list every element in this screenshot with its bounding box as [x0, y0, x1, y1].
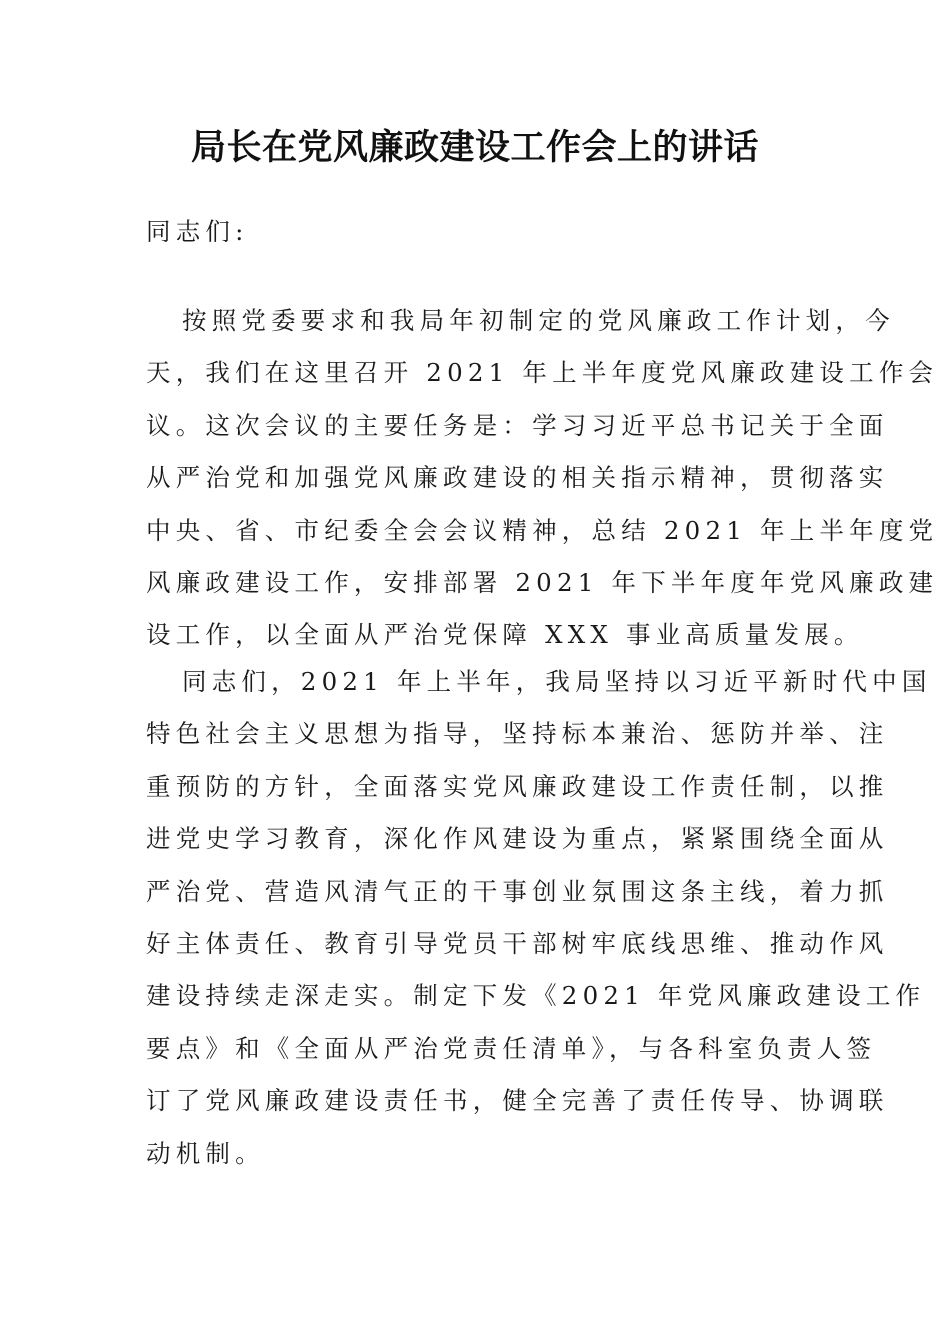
paragraph-line: 风廉政建设工作，安排部署 2021 年下半年度年党风廉政建 [146, 568, 939, 598]
paragraph-line: 进党史学习教育，深化作风建设为重点，紧紧围绕全面从 [146, 824, 889, 854]
paragraph-line: 特色社会主义思想为指导，坚持标本兼治、惩防并举、注 [146, 719, 889, 749]
paragraph-line: 中央、省、市纪委全会会议精神，总结 2021 年上半年度党 [146, 515, 939, 545]
salutation: 同志们: [146, 217, 249, 246]
paragraph-line: 建设持续走深走实。制定下发《2021 年党风廉政建设工作 [146, 981, 926, 1011]
paragraph-line: 好主体责任、教育引导党员干部树牢底线思维、推动作风 [146, 929, 889, 959]
paragraph-line: 按照党委要求和我局年初制定的党风廉政工作计划，今 [182, 306, 895, 335]
paragraph-line: 严治党、营造风清气正的干事创业氛围这条主线，着力抓 [146, 876, 889, 906]
paragraph-line: 议。这次会议的主要任务是：学习习近平总书记关于全面 [146, 410, 889, 440]
paragraph-line: 动机制。 [146, 1138, 265, 1168]
paragraph-2 [146, 656, 932, 1180]
paragraph-line: 设工作，以全面从严治党保障 XXX 事业高质量发展。 [146, 620, 864, 650]
paragraph-1 [146, 295, 939, 662]
paragraph-line: 同志们，2021 年上半年，我局坚持以习近平新时代中国 [182, 667, 932, 696]
paragraph-line: 要点》和《全面从严治党责任清单》，与各科室负责人签 [146, 1033, 877, 1063]
paragraph-line: 天，我们在这里召开 2021 年上半年度党风廉政建设工作会 [146, 358, 939, 388]
document-title: 局长在党风廉政建设工作会上的讲话 [190, 127, 759, 168]
paragraph-line: 从严治党和加强党风廉政建设的相关指示精神，贯彻落实 [146, 463, 889, 493]
paragraph-line: 重预防的方针，全面落实党风廉政建设工作责任制，以推 [146, 771, 889, 801]
paragraph-line: 订了党风廉政建设责任书，健全完善了责任传导、协调联 [146, 1086, 889, 1116]
